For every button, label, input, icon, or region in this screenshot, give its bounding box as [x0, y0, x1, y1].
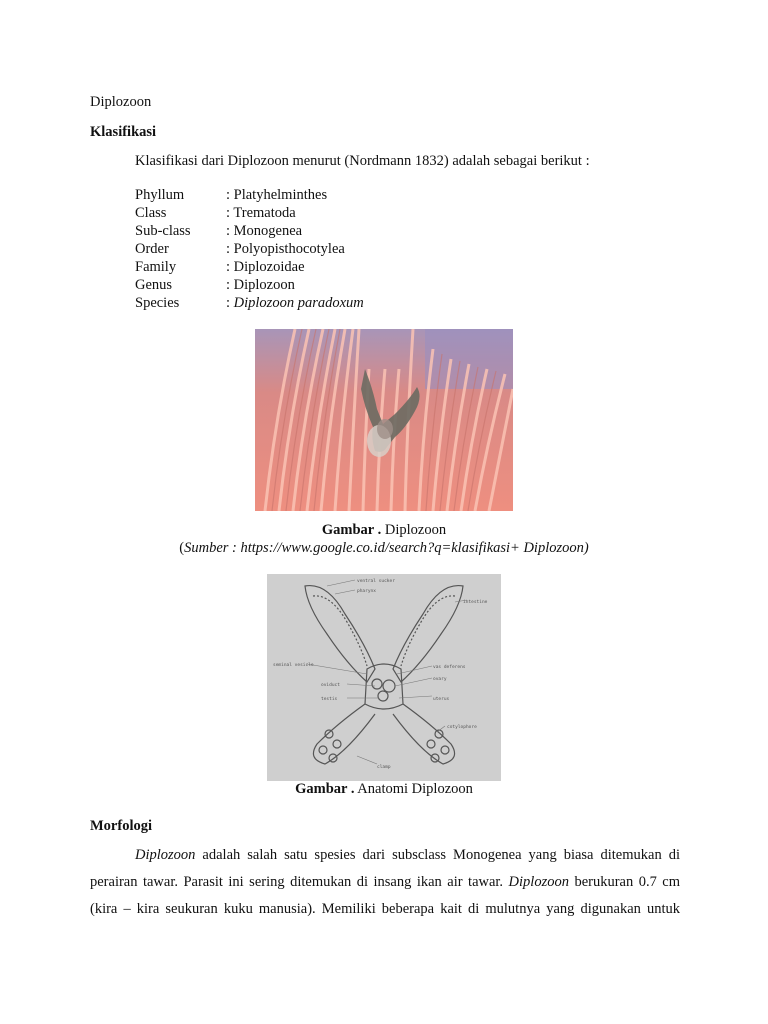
classification-value: : Diplozoon: [226, 277, 295, 293]
anatomy-label: vas deferens: [433, 665, 466, 670]
figure1-caption-text: Diplozoon: [381, 522, 447, 538]
classification-value: : Monogenea: [226, 223, 303, 239]
classification-value: : Diplozoidae: [226, 259, 305, 275]
classification-label: Genus: [135, 277, 173, 293]
classification-intro: Klasifikasi dari Diplozoon menurut (Nordmann 1832) adalah sebagai berikut :: [135, 153, 590, 169]
anatomy-label: ovary: [433, 677, 447, 682]
figure2-caption: [0, 780, 768, 798]
section-heading-morfologi: Morfologi: [90, 818, 153, 834]
anatomy-label: cotylophore: [447, 725, 477, 730]
figure2-caption-text: Anatomi Diplozoon: [354, 781, 473, 797]
paragraph-line: [135, 846, 680, 864]
anatomy-label: oviduct: [321, 683, 340, 688]
classification-value: : Platyhelminthes: [226, 187, 328, 203]
paragraph-line: (kira – kira seukuran kuku manusia). Memiliki beberapa kait di mulutnya yang digunakan untuk: [90, 901, 680, 917]
paragraph-text: berukuran 0.7 cm: [568, 874, 680, 890]
anatomy-label: clamp: [377, 765, 391, 770]
paragraph-text: perairan tawar. Parasit ini sering ditemukan di insang ikan air tawar.: [90, 874, 509, 890]
anatomy-label: intestine: [463, 600, 488, 605]
section-heading-klasifikasi: Klasifikasi: [90, 124, 157, 140]
figure1-source-link: Sumber : https://www.google.co.id/search?q=klasifikasi+ Diplozoon): [184, 540, 589, 556]
figure1-source-open: (: [179, 540, 185, 556]
figure1-source: [0, 539, 768, 557]
classification-value: : Polyopisthocotylea: [226, 241, 345, 257]
classification-label: Order: [135, 241, 169, 257]
figure1-caption: [0, 521, 768, 539]
anatomy-label: testis: [321, 697, 338, 702]
document-title: Diplozoon: [90, 94, 152, 110]
classification-label: Sub-class: [135, 223, 191, 239]
anatomy-label: pharynx: [357, 589, 376, 594]
diplozoon-photo: [255, 329, 513, 511]
anatomy-label: ventral sucker: [357, 579, 395, 584]
classification-label: Species: [135, 295, 180, 311]
diplozoon-anatomy-drawing: [267, 574, 501, 781]
figure2-caption-bold: Gambar .: [295, 781, 355, 797]
italic-term: Diplozoon: [135, 847, 196, 863]
anatomy-label: uterus: [433, 697, 450, 702]
classification-value: : Trematoda: [226, 205, 296, 221]
classification-label: Class: [135, 205, 167, 221]
species-prefix: :: [226, 295, 234, 311]
figure1-caption-bold: Gambar .: [321, 522, 382, 538]
classification-label: Family: [135, 259, 177, 275]
anatomy-label: seminal vesicle: [273, 663, 314, 668]
paragraph-text: adalah salah satu spesies dari subsclass Monogenea yang biasa ditemukan di: [195, 847, 680, 863]
species-name: Diplozoon paradoxum: [233, 295, 364, 311]
classification-label: Phyllum: [135, 187, 185, 203]
italic-term: Diplozoon: [508, 874, 569, 890]
classification-value: [226, 294, 364, 312]
paragraph-line: [90, 873, 680, 891]
